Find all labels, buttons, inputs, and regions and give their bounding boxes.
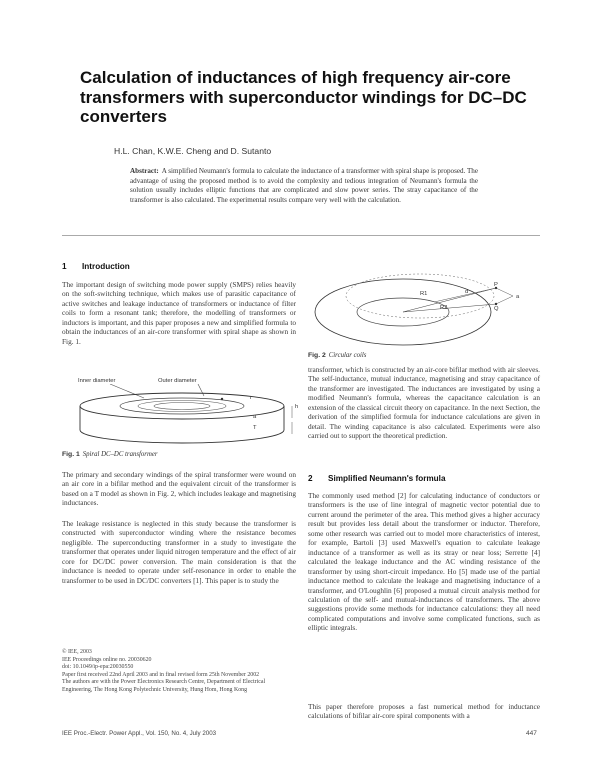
section-title: Simplified Neumann's formula xyxy=(328,474,446,483)
intro-paragraph-3: The leakage resistance is neglected in this study because the transformer is constructed with superconductor winding where the resistance becomes negligible. The superconducting transformer in a study to investigate the transformer that operates under liquid nitrogen temperature and the effect of air core for DC/DC power conversion. The main consideration is that the inductance is needed to operate under self-resonance in order to enable the transformer to be used in DC/DC converters [1]. This paper is to study the xyxy=(62,519,296,585)
fig1-label-a: a xyxy=(253,414,257,420)
authors: H.L. Chan, K.W.E. Cheng and D. Sutanto xyxy=(114,146,272,156)
fig1-label-outer-diameter: Outer diameter xyxy=(158,378,197,384)
section-heading-neumann xyxy=(308,474,446,483)
abstract-label: Abstract: xyxy=(130,167,159,175)
fig1-label-t: T xyxy=(253,425,257,431)
footnotes xyxy=(62,649,296,695)
neumann-paragraph-1: The commonly used method [2] for calculating inductance of conductors or transformers is the use of line integral of magnetic vector potential due to current around the perimeter of the area. This method gives a higher accuracy result but provides less detail about the transformer or inductor. Therefore, some other research was carried out to model more characteristics of interest, for example, Bartoli [3] used Maxwell's equation to calculate leakage inductance of a transformer as well as its stray or near loss; Serrette [4] calculated the leakage inductance and the AC winding resistance of the transformer by using short-circuit impedance. Ho [5] made use of the partial inductance method to calculate the leakage and magnetising inductance of a transformer, and O'Loughlin [6] proposed a mutual circuit analysis method for calculation of the self- and mutual-inductances of transformers. The above suggestions provide some methods for inductance calculations: they all need complicated computations and involve some complicated functions, such as elliptic integrals. xyxy=(308,491,540,633)
section-title: Introduction xyxy=(82,262,130,271)
fig2-label-r2: R2 xyxy=(440,305,448,311)
paper-title: Calculation of inductances of high frequency air-core transformers with superconductor windings for DC–DC converters xyxy=(80,68,527,126)
abstract-text: A simplified Neumann's formula to calculate the inductance of a transformer with spiral shape is proposed. The advantage of using the proposed method is to avoid the complexity and tedious integration of Neumann's formula the solution usually includes elliptic functions that are complicated and slow power series. The stray capacitance of the transformer is also calculated. The experimental results compare very well with the calculation. xyxy=(130,167,478,205)
footnote-received: Paper first received 22nd April 2003 and in final revised form 25th November 2002 xyxy=(62,671,260,678)
intro-paragraph-2: The primary and secondary windings of the spiral transformer were wound on an air core in a bifilar method and the equivalent circuit of the transformer is based on a T model as shown in Fig. 2, which includes leakage and magnetising inductances. xyxy=(62,470,296,508)
copyright-line: © IEE, 2003 xyxy=(62,649,92,655)
figure-2-caption xyxy=(308,352,366,359)
figure-1-caption xyxy=(62,451,158,458)
intro-paragraph-1: The important design of switching mode power supply (SMPS) relies heavily on the soft-switching technique, which makes use of parasitic capacitance of active switches and leakage inductance of transformers or inductance of filter coils to form a resonant tank; therefore, the modelling of transformers or inductors is important, and this paper proposes a new and simplified formula to obtain the inductances of an air-core transformer with spiral shape as shown in Fig. 1. xyxy=(62,280,296,346)
right-paragraph-1: transformer, which is constructed by an air-core bifilar method with air sleeves. The self-inductance, mutual inductance, magnetising and stray capacitance of the transformer are investigated. The inductances are investigated by using a modified Neumann's formula, whereas the capacitance calculation is an extension of the classical circuit theory on capacitance. In the next Section, the derivation of the simplified formula for inductance calculations are given in detail. The winding capacitance is also calculated. Experiments were also carried out to support the theoretical prediction. xyxy=(308,365,540,441)
fig1-number: Fig. 1 xyxy=(62,451,80,458)
fig1-label-r: r xyxy=(250,395,252,401)
fig2-label-d: d xyxy=(465,289,469,295)
figure-1-spiral-transformer xyxy=(62,384,302,446)
header-divider xyxy=(62,235,540,236)
fig2-label-a: a xyxy=(516,294,520,300)
section-number: 2 xyxy=(308,474,313,483)
fig2-caption-text: Circular coils xyxy=(328,352,367,359)
footnote-doi: IEE Proceedings online no. 20030620 xyxy=(62,656,152,663)
fig1-label-inner-diameter: Inner diameter xyxy=(78,378,116,384)
footnote-affiliation: The authors are with the Power Electronics Research Centre, Department of Electrical Engineering, The Hong Kong Polytechnic University, Hung Hom, Hong Kong xyxy=(62,679,266,693)
fig2-label-q: Q xyxy=(494,306,499,312)
fig1-label-h: h xyxy=(295,404,299,410)
page-number: 447 xyxy=(526,730,537,737)
figure-2-circular-coils xyxy=(308,254,530,349)
fig1-caption-text: Spiral DC–DC transformer xyxy=(82,451,158,458)
section-heading-introduction xyxy=(62,262,130,271)
section-number: 1 xyxy=(62,262,67,271)
fig2-label-p: P xyxy=(494,282,498,288)
fig2-label-r1: R1 xyxy=(420,291,428,297)
abstract xyxy=(130,167,478,206)
fig2-number: Fig. 2 xyxy=(308,352,326,359)
footnote-doi: doi: 10.1049/ip-epa:20030550 xyxy=(62,664,134,671)
journal-footer: IEE Proc.-Electr. Power Appl., Vol. 150, No. 4, July 2003 xyxy=(62,730,217,737)
neumann-paragraph-2: This paper therefore proposes a fast numerical method for inductance calculations of bifilar air-core spiral components with a xyxy=(308,702,540,721)
